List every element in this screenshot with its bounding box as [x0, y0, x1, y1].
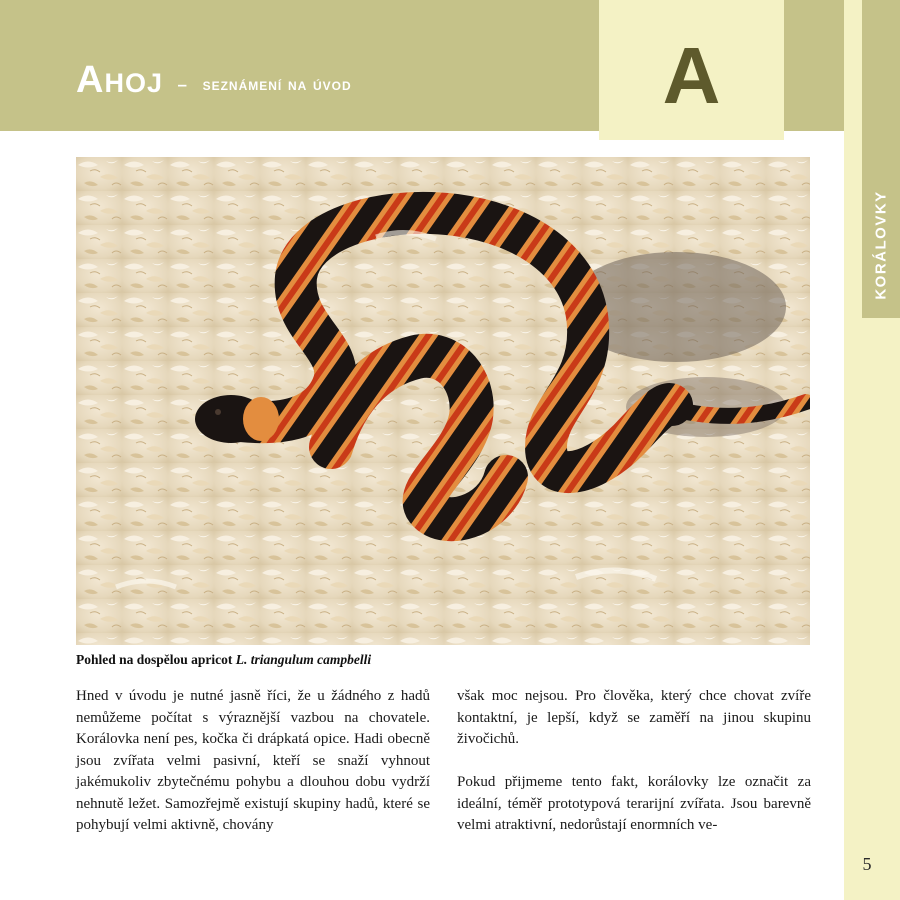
photo-caption	[76, 652, 810, 668]
paragraph: Pokud přijmeme tento fakt, korálovky lze označit za ideální, téměř prototypová terarijní zvířata. Jsou barevně velmi atraktivní, nedorůstají enormních ve-	[457, 774, 811, 833]
title-main: Ahoj	[76, 59, 163, 101]
paragraph: Hned v úvodu je nutné jasně říci, že u žádného z hadů nemůžeme počítat s výraznější vazbou na chovatele. Korálovka není pes, kočka či drápkatá opice. Hadi obecně jsou zvířata velmi pasivní, kteří se snaží vyhnout jakémukoliv zbytečnému pohybu a dlouhou dobu vydrží nehnutě ležet. Samozřejmě existují skupiny hadů, které se pohybují velmi aktivně, chovány	[76, 688, 430, 833]
side-tab	[862, 0, 900, 318]
caption-text: Pohled na dospělou apricot	[76, 652, 236, 667]
text-column-left	[76, 686, 430, 837]
chapter-letter: A	[662, 31, 721, 120]
side-tab-label: KORÁLOVKY	[872, 190, 890, 300]
page-title	[76, 58, 352, 107]
caption-species: L. triangulum campbelli	[235, 652, 372, 667]
page-number: 5	[862, 854, 872, 874]
coral-snake-photo-icon	[76, 157, 810, 645]
text-column-right	[457, 686, 811, 837]
title-subtitle: seznámení na úvod	[202, 75, 352, 94]
chapter-letter-box	[599, 0, 784, 140]
paragraph: však moc nejsou. Pro člověka, který chce chovat zvíře kontaktní, je lepší, když se zaměří na jinou skupinu živočichů.	[457, 688, 811, 747]
title-dash: –	[177, 75, 188, 94]
snake-photo	[76, 157, 810, 645]
